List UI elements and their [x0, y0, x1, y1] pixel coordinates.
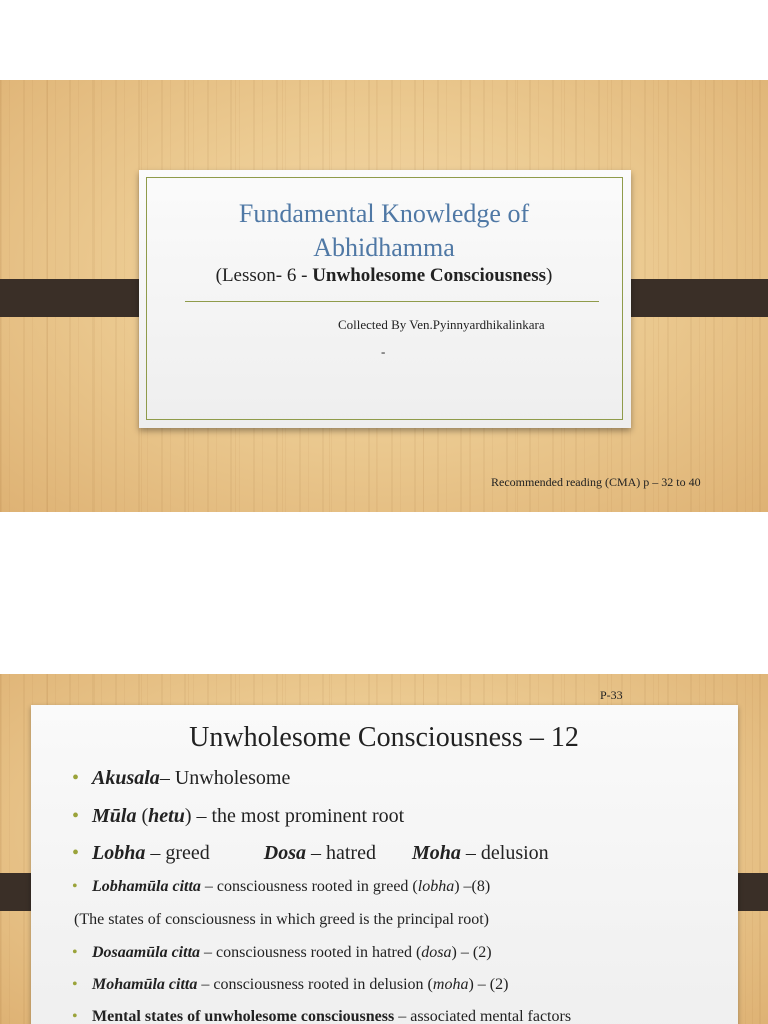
bullet-icon: •: [72, 767, 80, 789]
slide-title: [0, 197, 768, 265]
bullet-dosamula: [72, 944, 492, 962]
page-label: P-33: [600, 688, 623, 702]
subtitle-prefix: (Lesson- 6 -: [215, 265, 313, 286]
term: Mohamūla citta: [92, 976, 198, 993]
count: ) –(8): [454, 878, 491, 895]
bullet-icon: •: [72, 878, 78, 895]
definition: – consciousness rooted in delusion (: [197, 976, 433, 993]
definition: – Unwholesome: [159, 767, 291, 789]
heading: Mental states of unwholesome consciousness: [92, 1008, 395, 1024]
root-moha-meaning: – delusion: [460, 842, 549, 864]
definition: – consciousness rooted in hatred (: [200, 944, 422, 961]
recommended-reading: Recommended reading (CMA) p – 32 to 40: [491, 475, 701, 489]
root-dosa-meaning: – hatred: [306, 842, 376, 864]
subtitle-suffix: ): [546, 265, 553, 286]
bullet-icon: •: [72, 805, 80, 827]
root-lobha: Lobha: [92, 842, 146, 864]
slide-1: [0, 80, 768, 512]
term: Dosaamūla citta: [92, 944, 201, 961]
count: ) – (2): [468, 976, 509, 993]
lesson-subtitle: [0, 265, 768, 287]
pali-word: lobha: [417, 878, 455, 895]
dash-text: -: [381, 344, 386, 359]
root-moha: Moha: [411, 842, 461, 864]
term: Mūla: [92, 805, 137, 827]
title-line-1: Fundamental Knowledge of: [238, 199, 530, 228]
bullet-mohamula: [72, 976, 508, 994]
paren-open: (: [136, 805, 149, 827]
definition: ) – the most prominent root: [184, 805, 405, 827]
bullet-icon: •: [72, 976, 78, 993]
title-line-2: Abhidhamma: [313, 233, 455, 262]
pali-word: moha: [432, 976, 469, 993]
definition: – associated mental factors: [394, 1008, 572, 1024]
bullet-lobhamula: [72, 878, 490, 896]
bullet-icon: •: [72, 944, 78, 961]
note-text: (The states of consciousness in which greed is the principal root): [74, 911, 489, 928]
count: ) – (2): [451, 944, 492, 961]
bullet-akusala: [72, 767, 290, 790]
bullet-roots: [72, 842, 549, 865]
bullet-icon: •: [72, 1008, 78, 1024]
term: Akusala: [92, 767, 160, 789]
hetu-term: hetu: [148, 805, 185, 827]
root-dosa: Dosa: [263, 842, 306, 864]
title-divider: [185, 301, 599, 302]
bullet-icon: •: [72, 842, 80, 864]
slide-2: [0, 674, 768, 1024]
definition: – consciousness rooted in greed (: [200, 878, 418, 895]
root-lobha-meaning: – greed: [145, 842, 210, 864]
slide-title: Unwholesome Consciousness – 12: [189, 722, 579, 753]
bullet-mental-states: [72, 1008, 571, 1024]
bullet-mula: [72, 805, 404, 828]
term: Lobhamūla citta: [92, 878, 201, 895]
subtitle-bold: Unwholesome Consciousness: [312, 265, 547, 286]
author-credit: Collected By Ven.Pyinnyardhikalinkara: [338, 317, 545, 332]
pali-word: dosa: [421, 944, 452, 961]
